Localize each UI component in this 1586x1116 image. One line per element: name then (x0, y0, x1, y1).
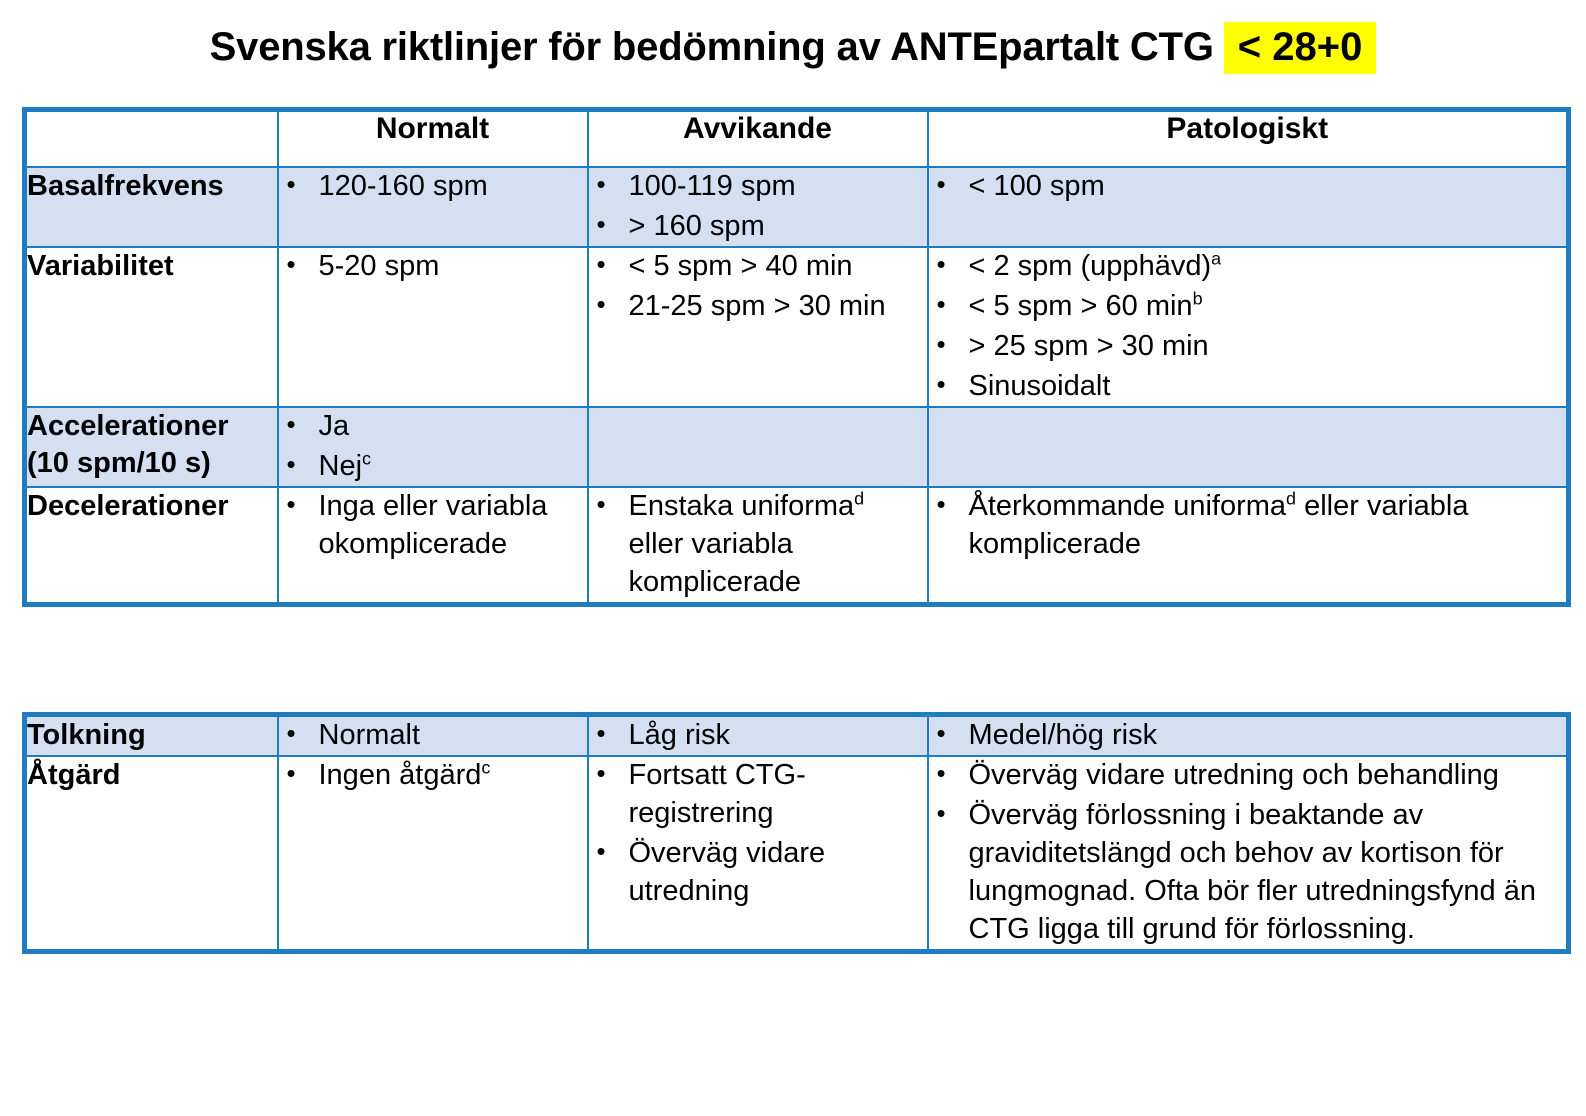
param-decelerationer: Decelerationer (25, 487, 278, 604)
list-item-text-tail: eller variabla komplicerade (628, 527, 801, 598)
header-normalt: Normalt (278, 110, 588, 168)
param-atgard: Åtgärd (25, 756, 278, 951)
param-tolkning: Tolkning (25, 715, 278, 756)
cell-accelerationer-normalt (278, 407, 588, 487)
ctg-action-table (22, 712, 1571, 954)
table-row-variabilitet (25, 247, 1569, 407)
cell-tolkning-normalt (278, 715, 588, 756)
list-item: • Inga eller variabla okomplicerade (279, 488, 587, 564)
header-patologiskt: Patologiskt (928, 110, 1569, 168)
table-row-atgard (25, 756, 1569, 951)
list-item: • Medel/hög risk (929, 717, 1567, 755)
cell-atgard-normalt (278, 756, 588, 951)
list-item: • 5-20 spm (279, 248, 587, 286)
list-item: • Sinusoidalt (929, 368, 1567, 406)
ctg-assessment-table (22, 107, 1571, 607)
param-accelerationer-line1: Accelerationer (27, 409, 229, 442)
cell-decelerationer-avvikande (588, 487, 928, 604)
table-row-decelerationer (25, 487, 1569, 604)
list-item: • Överväg vidare utredning och behandling (929, 757, 1567, 795)
list-item: • > 25 spm > 30 min (929, 328, 1567, 366)
list-item (589, 488, 927, 602)
list-item: • 120-160 spm (279, 168, 587, 206)
header-parameter (25, 110, 278, 168)
list-item-text: Återkommande uniforma (968, 489, 1287, 522)
list-item: • Låg risk (589, 717, 927, 755)
list-item: • Överväg vidare utredning (589, 835, 927, 911)
list-item-text: < 5 spm > 60 min (968, 289, 1193, 322)
list-item-text: Ingen åtgärd (318, 758, 482, 791)
cell-decelerationer-patologiskt (928, 487, 1569, 604)
footnote-marker-d: d (854, 488, 865, 509)
list-item: • Fortsatt CTG-registrering (589, 757, 927, 833)
cell-variabilitet-patologiskt (928, 247, 1569, 407)
list-item-text: < 2 spm (upphävd) (968, 249, 1212, 282)
cell-variabilitet-normalt (278, 247, 588, 407)
list-item (929, 288, 1567, 326)
cell-accelerationer-avvikande (588, 407, 928, 487)
footnote-marker-c: c (481, 757, 491, 778)
footnote-marker-c: c (362, 448, 371, 469)
list-item (929, 248, 1567, 286)
cell-tolkning-avvikande (588, 715, 928, 756)
list-item-text: Enstaka uniforma (628, 489, 855, 522)
cell-accelerationer-patologiskt (928, 407, 1569, 487)
table-header-row (25, 110, 1569, 168)
cell-atgard-patologiskt (928, 756, 1569, 951)
cell-tolkning-patologiskt (928, 715, 1569, 756)
param-accelerationer-line2: (10 spm/10 s) (27, 447, 211, 480)
list-item (279, 757, 587, 795)
gestational-age-badge: < 28+0 (1224, 22, 1377, 74)
footnote-marker-d: d (1286, 488, 1297, 509)
list-item: • 21-25 spm > 30 min (589, 288, 927, 326)
list-item (279, 448, 587, 486)
footnote-marker-a: a (1211, 248, 1222, 269)
cell-basalfrekvens-avvikande (588, 167, 928, 247)
list-item: • Normalt (279, 717, 587, 755)
list-item: • Ja (279, 408, 587, 446)
list-item-text: Nej (318, 449, 363, 482)
table-row-tolkning (25, 715, 1569, 756)
cell-atgard-avvikande (588, 756, 928, 951)
page-title-text: Svenska riktlinjer för bedömning av ANTEpartalt CTG (209, 25, 1214, 69)
cell-basalfrekvens-normalt (278, 167, 588, 247)
cell-basalfrekvens-patologiskt (928, 167, 1569, 247)
page-title (0, 22, 1586, 74)
list-item-text-tail: eller variabla komplicerade (968, 489, 1469, 560)
cell-decelerationer-normalt (278, 487, 588, 604)
list-item: • < 100 spm (929, 168, 1567, 206)
table-row-basalfrekvens (25, 167, 1569, 247)
param-accelerationer (25, 407, 278, 487)
table-row-accelerationer (25, 407, 1569, 487)
list-item: • > 160 spm (589, 208, 927, 246)
footnote-marker-b: b (1192, 288, 1203, 309)
param-variabilitet: Variabilitet (25, 247, 278, 407)
list-item (929, 488, 1567, 564)
param-basalfrekvens: Basalfrekvens (25, 167, 278, 247)
list-item: • Överväg förlossning i beaktande av graviditetslängd och behov av kortison för lungmognad. Ofta bör fler utredningsfynd än CTG ligga till grund för förlossning. (929, 797, 1567, 949)
cell-variabilitet-avvikande (588, 247, 928, 407)
header-avvikande: Avvikande (588, 110, 928, 168)
list-item: • < 5 spm > 40 min (589, 248, 927, 286)
list-item: • 100-119 spm (589, 168, 927, 206)
